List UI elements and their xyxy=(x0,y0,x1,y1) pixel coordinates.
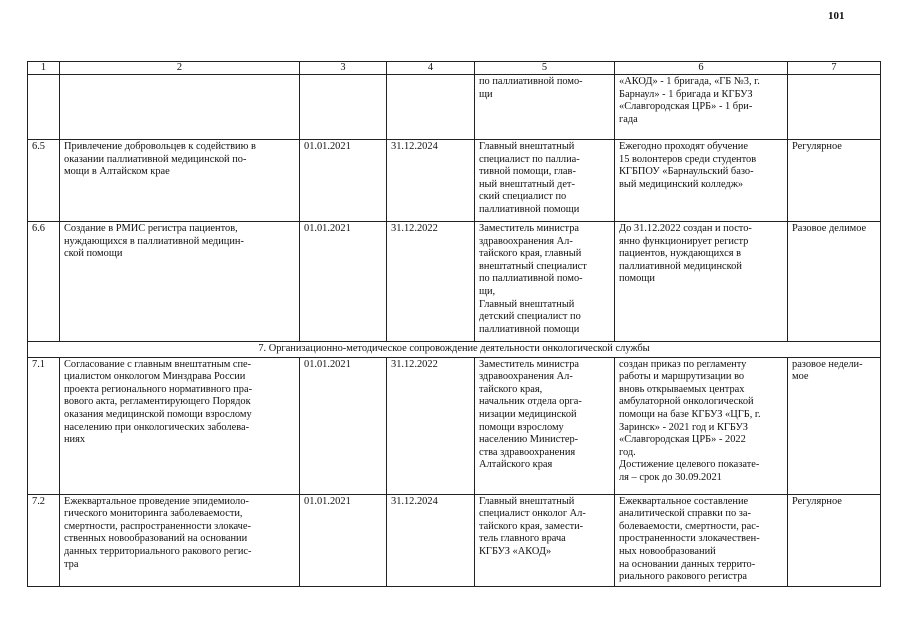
result-cell: До 31.12.2022 создан и посто- янно функционирует регистр пациентов, нуждающихся в паллиативной медицинской помощи xyxy=(615,222,788,342)
table-row xyxy=(28,75,881,140)
start-date: 01.01.2021 xyxy=(300,140,387,222)
task-cell: Создание в РМИС регистра пациентов, нуждающихся в паллиативной медицин- ской помощи xyxy=(60,222,300,342)
task-cell xyxy=(60,75,300,140)
result-cell: Ежеквартальное составление аналитической справки по за- болеваемости, смертности, рас- пространенности злокачествен- ных новообразований на основании данных террито- риального ракового регистра xyxy=(615,494,788,586)
page-number: 101 xyxy=(828,10,845,22)
task-cell: Согласование с главным внештатным спе- циалистом онкологом Минздрава России проекта регионального нормативного пра- вового акта, регламентирующего Порядок оказания медицинской помощи взрослому населению при онкологических заболева- ниях xyxy=(60,357,300,494)
table-row xyxy=(28,494,881,586)
task-cell: Ежеквартальное проведение эпидемиоло- гического мониторинга заболеваемости, смертности, распространенности злокаче- ственных новообразований на основании данных территориального ракового регис- тра xyxy=(60,494,300,586)
result-cell: создан приказ по регламенту работы и маршрутизации во вновь открываемых центрах амбулаторной онкологической помощи на базе КГБУЗ «ЦГБ, г. Заринск» - 2021 год и КГБУЗ «Славгородская ЦРБ» - 2022 год. Достижение целевого показате- ля – срок до 30.09.2021 xyxy=(615,357,788,494)
section-row xyxy=(28,342,881,358)
row-number: 7.1 xyxy=(28,357,60,494)
responsible-cell: Главный внештатный специалист онколог Ал- тайского края, замести- тель главного врача КГБУЗ «АКОД» xyxy=(475,494,615,586)
type-cell: разовое недели- мое xyxy=(788,357,881,494)
type-cell: Разовое делимое xyxy=(788,222,881,342)
col-header: 1 xyxy=(28,62,60,75)
responsible-cell: Главный внештатный специалист по паллиа- тивной помощи, глав- ный внештатный дет- ский специалист по паллиативной помощи xyxy=(475,140,615,222)
row-number xyxy=(28,75,60,140)
row-number: 6.5 xyxy=(28,140,60,222)
col-header: 6 xyxy=(615,62,788,75)
end-date: 31.12.2024 xyxy=(387,494,475,586)
row-number: 6.6 xyxy=(28,222,60,342)
result-cell: Ежегодно проходят обучение 15 волонтеров среди студентов КГБПОУ «Барнаульский базо- вый медицинский колледж» xyxy=(615,140,788,222)
end-date: 31.12.2024 xyxy=(387,140,475,222)
end-date: 31.12.2022 xyxy=(387,222,475,342)
table-row xyxy=(28,140,881,222)
type-cell: Регулярное xyxy=(788,494,881,586)
type-cell xyxy=(788,75,881,140)
start-date xyxy=(300,75,387,140)
section-title: 7. Организационно-методическое сопровождение деятельности онкологической службы xyxy=(28,342,881,358)
start-date: 01.01.2021 xyxy=(300,357,387,494)
col-header: 4 xyxy=(387,62,475,75)
end-date xyxy=(387,75,475,140)
task-cell: Привлечение добровольцев к содействию в оказании паллиативной медицинской по- мощи в Алтайском крае xyxy=(60,140,300,222)
col-header: 5 xyxy=(475,62,615,75)
end-date: 31.12.2022 xyxy=(387,357,475,494)
header-row xyxy=(28,62,881,75)
table-row xyxy=(28,357,881,494)
col-header: 2 xyxy=(60,62,300,75)
start-date: 01.01.2021 xyxy=(300,222,387,342)
table-row xyxy=(28,222,881,342)
col-header: 7 xyxy=(788,62,881,75)
responsible-cell: Заместитель министра здравоохранения Ал- тайского края, начальник отдела орга- низации медицинской помощи взрослому населению Министер- ства здравоохранения Алтайского края xyxy=(475,357,615,494)
row-number: 7.2 xyxy=(28,494,60,586)
col-header: 3 xyxy=(300,62,387,75)
responsible-cell: Заместитель министра здравоохранения Ал- тайского края, главный внештатный специалист по паллиативной помо- щи, Главный внештатный детский специалист по паллиативной помощи xyxy=(475,222,615,342)
start-date: 01.01.2021 xyxy=(300,494,387,586)
action-plan-table xyxy=(27,61,881,587)
responsible-cell: по паллиативной помо- щи xyxy=(475,75,615,140)
type-cell: Регулярное xyxy=(788,140,881,222)
result-cell: «АКОД» - 1 бригада, «ГБ №3, г. Барнаул» - 1 бригада и КГБУЗ «Славгородская ЦРБ» - 1 бри- гада xyxy=(615,75,788,140)
